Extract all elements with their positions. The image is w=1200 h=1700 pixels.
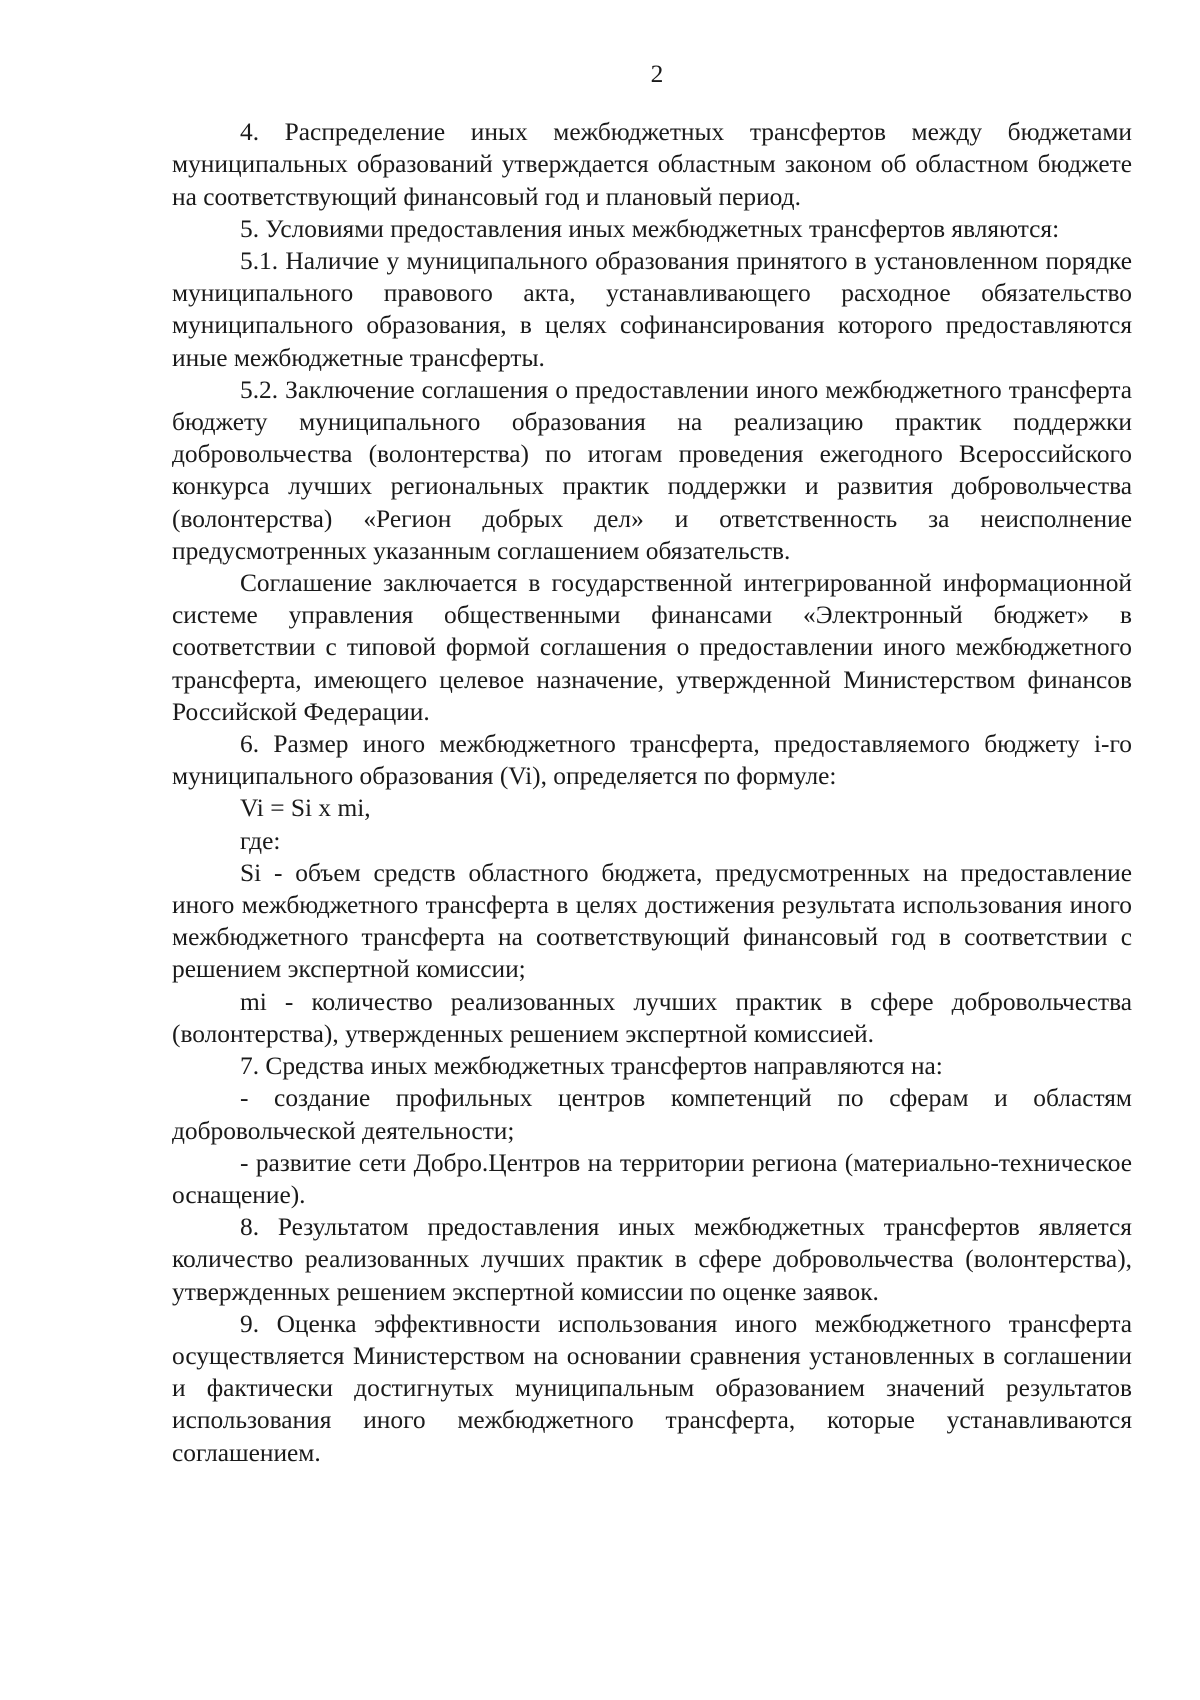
paragraph-7: 7. Средства иных межбюджетных трансфертов направляются на: [240, 1052, 943, 1081]
list-item-competence-centers: - создание профильных центров компетенций по сферам и областям добровольческой деятельности; [172, 1084, 1132, 1145]
formula: Vi = Si x mi, [240, 794, 371, 823]
paragraph-9: 9. Оценка эффективности использования иного межбюджетного трансферта осуществляется Министерством на основании сравнения установленных в соглашении и фактически достигнутых муниципальным образованием значений результатов использования иного межбюджетного трансферта, которые устанавливаются соглашением. [172, 1309, 1132, 1467]
list-item-dobro-centers: - развитие сети Добро.Центров на территории региона (материально-техническое оснащение). [172, 1148, 1132, 1209]
paragraph-agreement: Соглашение заключается в государственной интегрированной информационной системе управления общественными финансами «Электронный бюджет» в соответствии с типовой формой соглашения о предоставлении иного межбюджетного трансферта, имеющего целевое назначение, утвержденной Министерством финансов Российской Федерации. [172, 569, 1132, 726]
definition-mi: mi - количество реализованных лучших практик в сфере добровольчества (волонтерства), утвержденных решением экспертной комиссией. [172, 987, 1132, 1048]
formula-where: где: [240, 826, 281, 855]
document-body [172, 116, 1132, 1469]
paragraph-6: 6. Размер иного межбюджетного трансферта, предоставляемого бюджету i-го муниципального образования (Vi), определяется по формуле: [172, 730, 1132, 791]
definition-si: Si - объем средств областного бюджета, предусмотренных на предоставление иного межбюджетного трансферта в целях достижения результата использования иного межбюджетного трансферта на соответствующий финансовый год в соответствии с решением экспертной комиссии; [172, 858, 1132, 984]
paragraph-5: 5. Условиями предоставления иных межбюджетных трансфертов являются: [240, 214, 1060, 243]
paragraph-5-1: 5.1. Наличие у муниципального образования принятого в установленном порядке муниципального правового акта, устанавливающего расходное обязательство муниципального образования, в целях софинансирования которого предоставляются иные межбюджетные трансферты. [172, 247, 1132, 372]
paragraph-8: 8. Результатом предоставления иных межбюджетных трансфертов является количество реализованных лучших практик в сфере добровольчества (волонтерства), утвержденных решением экспертной комиссии по оценке заявок. [172, 1213, 1132, 1306]
page-number: 2 [650, 60, 664, 88]
paragraph-4: 4. Распределение иных межбюджетных трансфертов между бюджетами муниципальных образований утверждается областным законом об областном бюджете на соответствующий финансовый год и плановый период. [172, 118, 1132, 211]
paragraph-5-2: 5.2. Заключение соглашения о предоставлении иного межбюджетного трансферта бюджету муниципального образования на реализацию практик поддержки добровольчества (волонтерства) по итогам проведения ежегодного Всероссийского конкурса лучших региональных практик поддержки и развития добровольчества (волонтерства) «Регион добрых дел» и ответственность за неисполнение предусмотренных указанным соглашением обязательств. [172, 375, 1132, 565]
